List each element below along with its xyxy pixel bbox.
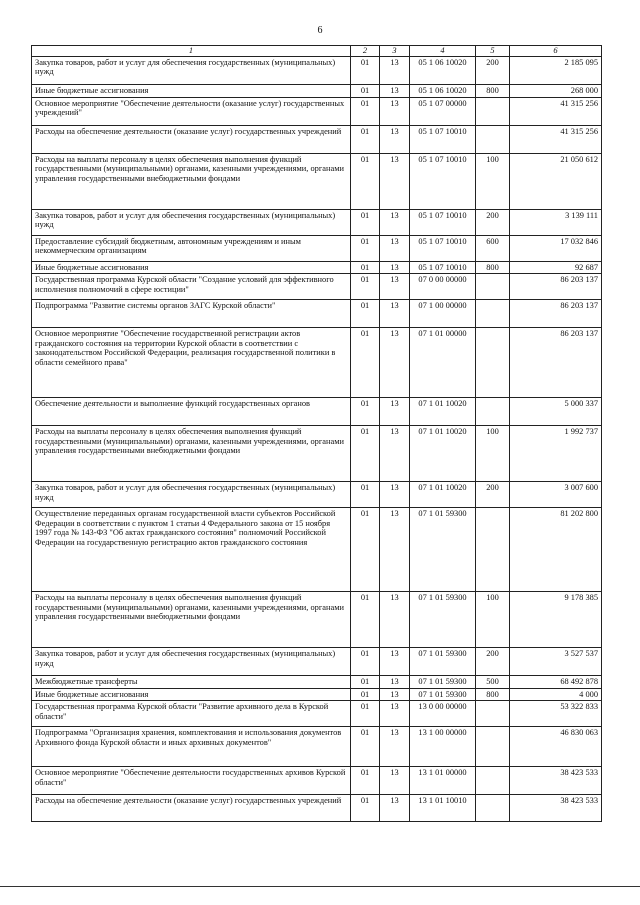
table-row xyxy=(32,426,602,482)
row-expense-type-cell xyxy=(476,98,510,126)
row-section-cell: 01 xyxy=(351,398,380,426)
row-amount-cell: 268 000 xyxy=(510,85,602,98)
row-amount-cell: 46 830 063 xyxy=(510,727,602,767)
row-target-code-cell: 07 1 01 59300 xyxy=(410,676,476,688)
row-expense-type-cell: 200 xyxy=(476,210,510,236)
row-amount-cell: 81 202 800 xyxy=(510,508,602,592)
row-name-cell: Расходы на выплаты персоналу в целях обеспечения выполнения функций государственными (муниципальными) органами, казенными учреждениями, органами управления государственными внебюджетными фондами xyxy=(32,426,351,482)
row-subsection-cell: 13 xyxy=(380,210,410,236)
table-row xyxy=(32,648,602,676)
row-amount-cell: 3 527 537 xyxy=(510,648,602,676)
row-amount-cell: 41 315 256 xyxy=(510,98,602,126)
row-subsection-cell: 13 xyxy=(380,701,410,727)
row-expense-type-cell: 600 xyxy=(476,236,510,262)
header-cell-expense-type: 5 xyxy=(476,46,510,57)
row-subsection-cell: 13 xyxy=(380,426,410,482)
row-amount-cell: 1 992 737 xyxy=(510,426,602,482)
table-row xyxy=(32,592,602,648)
row-subsection-cell: 13 xyxy=(380,328,410,398)
row-name-cell: Обеспечение деятельности и выполнение функций государственных органов xyxy=(32,398,351,426)
table-row xyxy=(32,300,602,328)
row-name-cell: Закупка товаров, работ и услуг для обеспечения государственных (муниципальных) нужд xyxy=(32,57,351,85)
row-amount-cell: 86 203 137 xyxy=(510,300,602,328)
row-section-cell: 01 xyxy=(351,57,380,85)
row-section-cell: 01 xyxy=(351,210,380,236)
row-section-cell: 01 xyxy=(351,154,380,210)
row-subsection-cell: 13 xyxy=(380,154,410,210)
row-target-code-cell: 05 1 06 10020 xyxy=(410,57,476,85)
row-expense-type-cell: 200 xyxy=(476,57,510,85)
row-target-code-cell: 05 1 06 10020 xyxy=(410,85,476,98)
row-name-cell: Иные бюджетные ассигнования xyxy=(32,688,351,700)
row-name-cell: Расходы на обеспечение деятельности (оказание услуг) государственных учреждений xyxy=(32,126,351,154)
header-cell-amount: 6 xyxy=(510,46,602,57)
row-subsection-cell: 13 xyxy=(380,300,410,328)
row-section-cell: 01 xyxy=(351,676,380,688)
row-subsection-cell: 13 xyxy=(380,795,410,822)
row-name-cell: Расходы на выплаты персоналу в целях обеспечения выполнения функций государственными (муниципальными) органами, казенными учреждениями, органами управления государственными внебюджетными фондами xyxy=(32,592,351,648)
row-amount-cell: 38 423 533 xyxy=(510,767,602,795)
row-amount-cell: 17 032 846 xyxy=(510,236,602,262)
row-section-cell: 01 xyxy=(351,85,380,98)
row-target-code-cell: 05 1 07 00000 xyxy=(410,98,476,126)
row-subsection-cell: 13 xyxy=(380,508,410,592)
row-name-cell: Основное мероприятие "Обеспечение государственной регистрации актов гражданского состояния на территории Курской области в соответствии с законодательством Российской Федерации, реализация государственной политики в области семейного права" xyxy=(32,328,351,398)
row-expense-type-cell: 200 xyxy=(476,482,510,508)
row-amount-cell: 53 322 833 xyxy=(510,701,602,727)
row-target-code-cell: 05 1 07 10010 xyxy=(410,262,476,274)
row-section-cell: 01 xyxy=(351,328,380,398)
page-number: 6 xyxy=(317,25,323,36)
row-name-cell: Государственная программа Курской области "Развитие архивного дела в Курской области" xyxy=(32,701,351,727)
row-amount-cell: 9 178 385 xyxy=(510,592,602,648)
row-name-cell: Осуществление переданных органам государственной власти субъектов Российской Федерации в соответствии с пунктом 1 статьи 4 Федерального закона от 15 ноября 1997 года № 143-ФЗ "Об актах гражданского состояния" полномочий Российской Федерации на государственную регистрацию актов гражданского состояния xyxy=(32,508,351,592)
row-amount-cell: 86 203 137 xyxy=(510,328,602,398)
footer-divider xyxy=(0,886,640,887)
row-name-cell: Закупка товаров, работ и услуг для обеспечения государственных (муниципальных) нужд xyxy=(32,210,351,236)
table-row xyxy=(32,676,602,688)
table-row xyxy=(32,236,602,262)
row-subsection-cell: 13 xyxy=(380,262,410,274)
table-row xyxy=(32,767,602,795)
row-subsection-cell: 13 xyxy=(380,126,410,154)
header-cell-target-code: 4 xyxy=(410,46,476,57)
row-target-code-cell: 13 1 01 10010 xyxy=(410,795,476,822)
row-expense-type-cell xyxy=(476,398,510,426)
row-expense-type-cell xyxy=(476,727,510,767)
row-target-code-cell: 07 1 01 10020 xyxy=(410,426,476,482)
row-amount-cell: 5 000 337 xyxy=(510,398,602,426)
row-target-code-cell: 05 1 07 10010 xyxy=(410,210,476,236)
header-cell-subsection: 3 xyxy=(380,46,410,57)
row-name-cell: Подпрограмма "Организация хранения, комплектования и использования документов Архивного фонда Курской области и иных архивных документов" xyxy=(32,727,351,767)
row-expense-type-cell xyxy=(476,300,510,328)
row-expense-type-cell xyxy=(476,126,510,154)
row-expense-type-cell: 800 xyxy=(476,85,510,98)
row-subsection-cell: 13 xyxy=(380,57,410,85)
row-subsection-cell: 13 xyxy=(380,274,410,300)
row-target-code-cell: 07 1 00 00000 xyxy=(410,300,476,328)
row-target-code-cell: 07 1 01 59300 xyxy=(410,508,476,592)
header-cell-section: 2 xyxy=(351,46,380,57)
row-name-cell: Закупка товаров, работ и услуг для обеспечения государственных (муниципальных) нужд xyxy=(32,482,351,508)
row-subsection-cell: 13 xyxy=(380,236,410,262)
table-row xyxy=(32,274,602,300)
row-section-cell: 01 xyxy=(351,688,380,700)
row-section-cell: 01 xyxy=(351,262,380,274)
table-row xyxy=(32,727,602,767)
row-name-cell: Иные бюджетные ассигнования xyxy=(32,85,351,98)
row-target-code-cell: 07 1 01 10020 xyxy=(410,482,476,508)
row-section-cell: 01 xyxy=(351,426,380,482)
table-row xyxy=(32,210,602,236)
row-amount-cell: 86 203 137 xyxy=(510,274,602,300)
header-row xyxy=(32,46,602,57)
row-expense-type-cell xyxy=(476,274,510,300)
row-amount-cell: 3 007 600 xyxy=(510,482,602,508)
table-row xyxy=(32,398,602,426)
row-name-cell: Основное мероприятие "Обеспечение деятельности (оказание услуг) государственных учреждений" xyxy=(32,98,351,126)
row-subsection-cell: 13 xyxy=(380,676,410,688)
table-row xyxy=(32,57,602,85)
row-target-code-cell: 07 1 01 10020 xyxy=(410,398,476,426)
row-section-cell: 01 xyxy=(351,592,380,648)
row-section-cell: 01 xyxy=(351,274,380,300)
table-row xyxy=(32,701,602,727)
row-target-code-cell: 13 1 01 00000 xyxy=(410,767,476,795)
row-target-code-cell: 07 0 00 00000 xyxy=(410,274,476,300)
row-expense-type-cell xyxy=(476,701,510,727)
table-row xyxy=(32,262,602,274)
row-section-cell: 01 xyxy=(351,648,380,676)
row-expense-type-cell: 100 xyxy=(476,426,510,482)
row-subsection-cell: 13 xyxy=(380,482,410,508)
row-amount-cell: 2 185 095 xyxy=(510,57,602,85)
row-section-cell: 01 xyxy=(351,508,380,592)
row-expense-type-cell xyxy=(476,328,510,398)
row-amount-cell: 38 423 533 xyxy=(510,795,602,822)
row-amount-cell: 4 000 xyxy=(510,688,602,700)
row-target-code-cell: 05 1 07 10010 xyxy=(410,154,476,210)
row-name-cell: Иные бюджетные ассигнования xyxy=(32,262,351,274)
row-section-cell: 01 xyxy=(351,767,380,795)
row-subsection-cell: 13 xyxy=(380,688,410,700)
row-subsection-cell: 13 xyxy=(380,592,410,648)
row-subsection-cell: 13 xyxy=(380,727,410,767)
row-target-code-cell: 07 1 01 00000 xyxy=(410,328,476,398)
row-subsection-cell: 13 xyxy=(380,648,410,676)
row-expense-type-cell: 100 xyxy=(476,154,510,210)
row-expense-type-cell: 200 xyxy=(476,648,510,676)
row-target-code-cell: 13 0 00 00000 xyxy=(410,701,476,727)
row-amount-cell: 41 315 256 xyxy=(510,126,602,154)
row-section-cell: 01 xyxy=(351,98,380,126)
table-row xyxy=(32,126,602,154)
row-name-cell: Закупка товаров, работ и услуг для обеспечения государственных (муниципальных) нужд xyxy=(32,648,351,676)
row-subsection-cell: 13 xyxy=(380,85,410,98)
row-expense-type-cell: 800 xyxy=(476,688,510,700)
row-target-code-cell: 05 1 07 10010 xyxy=(410,126,476,154)
row-expense-type-cell xyxy=(476,508,510,592)
row-subsection-cell: 13 xyxy=(380,98,410,126)
row-target-code-cell: 07 1 01 59300 xyxy=(410,648,476,676)
table-row xyxy=(32,508,602,592)
row-target-code-cell: 13 1 00 00000 xyxy=(410,727,476,767)
row-name-cell: Расходы на выплаты персоналу в целях обеспечения выполнения функций государственными (муниципальными) органами, казенными учреждениями, органами управления государственными внебюджетными фондами xyxy=(32,154,351,210)
row-expense-type-cell xyxy=(476,767,510,795)
table-row xyxy=(32,154,602,210)
row-section-cell: 01 xyxy=(351,236,380,262)
row-expense-type-cell: 800 xyxy=(476,262,510,274)
table-row xyxy=(32,85,602,98)
row-name-cell: Расходы на обеспечение деятельности (оказание услуг) государственных учреждений xyxy=(32,795,351,822)
row-section-cell: 01 xyxy=(351,727,380,767)
table-row xyxy=(32,795,602,822)
row-target-code-cell: 05 1 07 10010 xyxy=(410,236,476,262)
row-name-cell: Подпрограмма "Развитие системы органов ЗАГС Курской области" xyxy=(32,300,351,328)
row-subsection-cell: 13 xyxy=(380,398,410,426)
row-amount-cell: 3 139 111 xyxy=(510,210,602,236)
row-section-cell: 01 xyxy=(351,701,380,727)
row-amount-cell: 92 687 xyxy=(510,262,602,274)
table-row xyxy=(32,482,602,508)
row-expense-type-cell: 500 xyxy=(476,676,510,688)
row-expense-type-cell xyxy=(476,795,510,822)
budget-table xyxy=(31,45,602,822)
row-amount-cell: 68 492 878 xyxy=(510,676,602,688)
row-section-cell: 01 xyxy=(351,126,380,154)
row-section-cell: 01 xyxy=(351,300,380,328)
row-name-cell: Государственная программа Курской области "Создание условий для эффективного исполнения полномочий в сфере юстиции" xyxy=(32,274,351,300)
row-target-code-cell: 07 1 01 59300 xyxy=(410,688,476,700)
row-target-code-cell: 07 1 01 59300 xyxy=(410,592,476,648)
row-name-cell: Основное мероприятие "Обеспечение деятельности государственных архивов Курской области" xyxy=(32,767,351,795)
row-section-cell: 01 xyxy=(351,795,380,822)
row-section-cell: 01 xyxy=(351,482,380,508)
table-row xyxy=(32,328,602,398)
row-subsection-cell: 13 xyxy=(380,767,410,795)
row-amount-cell: 21 050 612 xyxy=(510,154,602,210)
table-row xyxy=(32,688,602,700)
row-name-cell: Предоставление субсидий бюджетным, автономным учреждениям и иным некоммерческим организациям xyxy=(32,236,351,262)
row-expense-type-cell: 100 xyxy=(476,592,510,648)
table-row xyxy=(32,98,602,126)
header-cell-name: 1 xyxy=(32,46,351,57)
row-name-cell: Межбюджетные трансферты xyxy=(32,676,351,688)
